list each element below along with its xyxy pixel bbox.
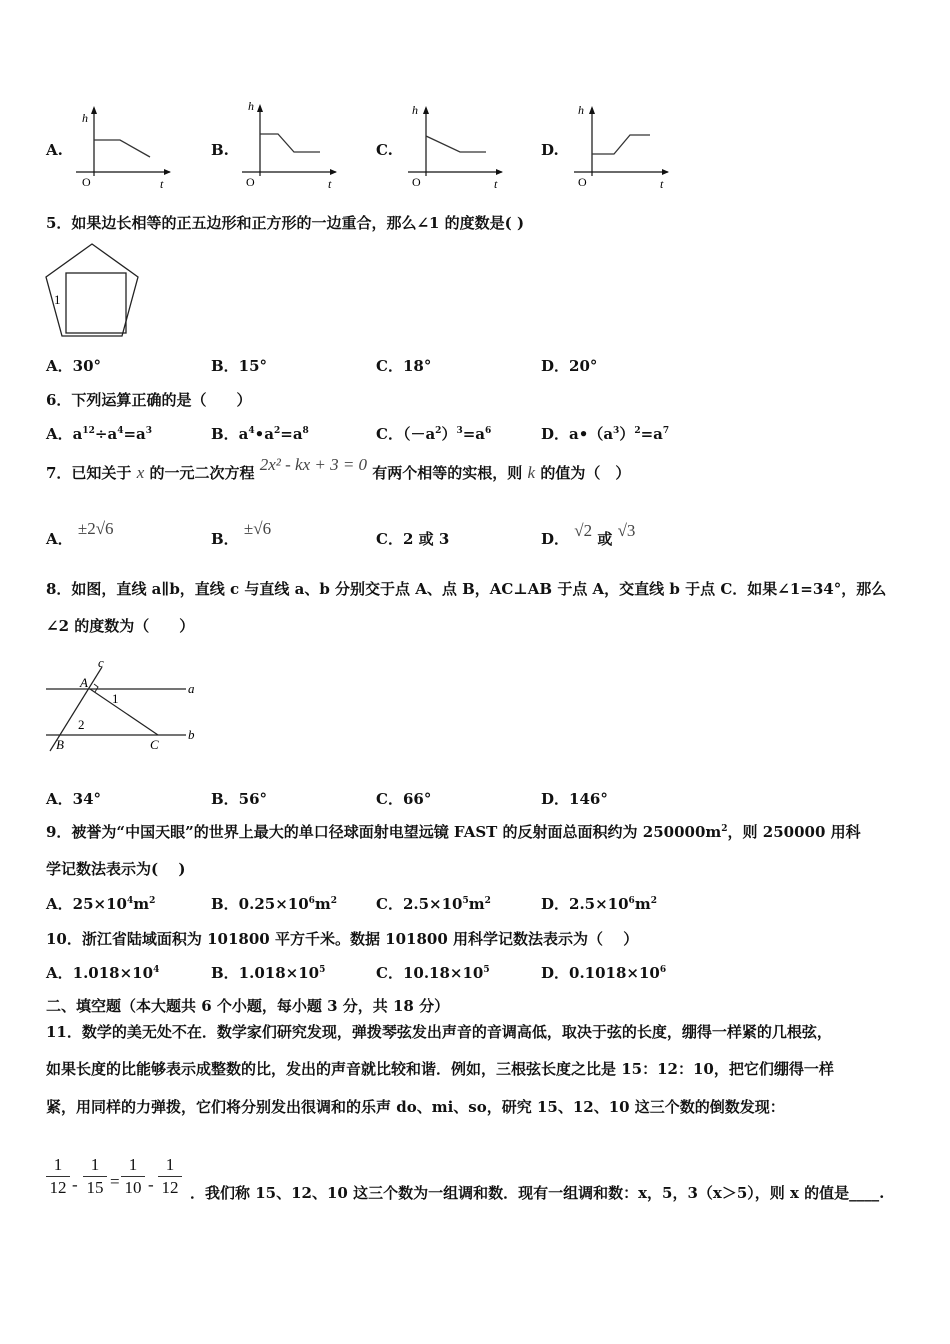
section2-title: 二、填空题（本大题共 6 个小题，每小题 3 分，共 18 分） bbox=[46, 997, 450, 1015]
q4-option-c-label[interactable]: C. bbox=[376, 141, 393, 159]
q5-figure-angle-label: 1 bbox=[54, 292, 61, 307]
q4-graph-a bbox=[70, 100, 180, 199]
q11-fraction-1: 1 12 bbox=[46, 1155, 70, 1198]
q5-figure bbox=[40, 240, 150, 349]
q5-option-a[interactable]: A．30° bbox=[46, 357, 102, 375]
q5-text: 5．如果边长相等的正五边形和正方形的一边重合，那么∠1 的度数是( ) bbox=[46, 214, 525, 232]
q7-option-b[interactable]: B． ±√6 bbox=[211, 519, 272, 548]
q10-text: 10．浙江省陆域面积为 101800 平方千米。数据 101800 用科学记数法表示为（ ） bbox=[46, 930, 639, 948]
q11-fraction-3: 1 10 bbox=[121, 1155, 145, 1198]
q11-line1: 11．数学的美无处不在．数学家们研究发现，弹拨琴弦发出声音的音调高低，取决于弦的长度，绷得一样紧的几根弦， bbox=[46, 1023, 832, 1041]
q10-option-b[interactable]: B．$1.018\times 10^5$ bbox=[211, 964, 326, 982]
q11-line2: 如果长度的比能够表示成整数的比，发出的声音就比较和谐．例如，三根弦长度之比是 15：12：10，把它们绷得一样 bbox=[46, 1060, 834, 1078]
q6-text: 6．下列运算正确的是（ ） bbox=[46, 391, 252, 409]
q7-text: 7．已知关于 x 的一元二次方程 2x² - kx + 3 = 0 有两个相等的实根，则 k 的值为（ ） bbox=[46, 455, 631, 482]
q8-option-b[interactable]: B．56° bbox=[211, 790, 268, 808]
svg-text:a: a bbox=[188, 681, 195, 696]
q8-option-a[interactable]: A．34° bbox=[46, 790, 102, 808]
q4-d-axis-t: t bbox=[660, 177, 664, 191]
svg-text:b: b bbox=[188, 727, 195, 742]
q7-equation: 2x² - kx + 3 = 0 bbox=[259, 455, 368, 474]
svg-text:1: 1 bbox=[112, 691, 119, 706]
q5-option-b[interactable]: B．15° bbox=[211, 357, 268, 375]
q4-b-origin: O bbox=[246, 175, 255, 189]
q8-line2: ∠2 的度数为（ ） bbox=[46, 617, 195, 635]
q4-graph-d bbox=[568, 100, 678, 199]
q8-line1: 8．如图，直线 a∥b，直线 c 与直线 a、b 分别交于点 A、点 B，AC⊥AB 于点 A，交直线 b 于点 C．如果∠1=34°，那么 bbox=[46, 580, 887, 598]
q4-c-axis-t: t bbox=[494, 177, 498, 191]
q9-option-c[interactable]: C．$2.5\times 10^5m^2$ bbox=[376, 895, 491, 913]
q4-c-axis-h: h bbox=[412, 103, 418, 117]
q6-option-b[interactable]: B．$a^4•a^2=a^8$ bbox=[211, 425, 309, 443]
q4-b-axis-h: h bbox=[248, 99, 254, 113]
q4-a-axis-t: t bbox=[160, 177, 164, 191]
q9-option-b[interactable]: B．$0.25\times 10^6m^2$ bbox=[211, 895, 338, 913]
q4-a-origin: O bbox=[82, 175, 91, 189]
q10-option-c[interactable]: C．$10.18\times 10^5$ bbox=[376, 964, 490, 982]
q4-graph-c bbox=[402, 100, 512, 199]
q4-graph-b bbox=[236, 98, 346, 197]
q6-option-c[interactable]: C．$(-a^2)^3=a^6$ bbox=[376, 425, 492, 443]
q4-options bbox=[0, 0, 950, 200]
q7-option-a[interactable]: A． ±2√6 bbox=[46, 519, 114, 548]
q6-option-d[interactable]: D．$a•(a^3)^2=a^7$ bbox=[541, 425, 670, 443]
q7-var-x: x bbox=[136, 463, 145, 482]
q9-line1: 9．被誉为“中国天眼”的世界上最大的单口径球面射电望远镜 FAST 的反射面总面积约为 $250000m^2$，则 250000 用科 bbox=[46, 823, 861, 841]
q9-option-d[interactable]: D．$2.5\times 10^6m^2$ bbox=[541, 895, 657, 913]
q4-d-axis-h: h bbox=[578, 103, 584, 117]
q9-option-a[interactable]: A．$25\times 10^4m^2$ bbox=[46, 895, 156, 913]
q8-option-d[interactable]: D．146° bbox=[541, 790, 608, 808]
q7-option-c[interactable]: C．2 或 3 bbox=[376, 530, 450, 548]
svg-text:A: A bbox=[80, 675, 88, 690]
q7-var-k: k bbox=[527, 463, 536, 482]
q7-option-d[interactable]: D． √2 或 √3 bbox=[541, 521, 636, 548]
q11-minus-1: - bbox=[72, 1175, 78, 1194]
q10-option-a[interactable]: A．$1.018\times 10^4$ bbox=[46, 964, 160, 982]
svg-text:c: c bbox=[98, 655, 104, 670]
q8-option-c[interactable]: C．66° bbox=[376, 790, 432, 808]
svg-text:C: C bbox=[150, 737, 159, 752]
svg-text:B: B bbox=[56, 737, 64, 752]
q4-a-axis-h: h bbox=[82, 111, 88, 125]
q4-d-origin: O bbox=[578, 175, 587, 189]
q4-option-b-label[interactable]: B. bbox=[211, 141, 229, 159]
svg-text:2: 2 bbox=[78, 717, 85, 732]
q4-c-origin: O bbox=[412, 175, 421, 189]
q6-option-a[interactable]: A．$a^{12}\div a^4=a^3$ bbox=[46, 425, 153, 443]
q10-option-d[interactable]: D．$0.1018\times 10^6$ bbox=[541, 964, 667, 982]
q4-option-d-label[interactable]: D. bbox=[541, 141, 559, 159]
q4-option-a-label[interactable]: A. bbox=[46, 141, 63, 159]
q11-line4: ．我们称 15、12、10 这三个数为一组调和数．现有一组调和数：x，5，3（x＞5），则 x 的值是____. bbox=[190, 1184, 885, 1202]
q11-line3: 紧，用同样的力弹拨，它们将分别发出很调和的乐声 do、mi、so，研究 15、12、10 这三个数的倒数发现： bbox=[46, 1098, 785, 1116]
q5-option-d[interactable]: D．20° bbox=[541, 357, 598, 375]
q11-equals: = bbox=[110, 1172, 120, 1191]
q9-line2: 学记数法表示为( ) bbox=[46, 860, 186, 878]
q11-minus-2: - bbox=[148, 1175, 154, 1194]
q5-option-c[interactable]: C．18° bbox=[376, 357, 432, 375]
q4-b-axis-t: t bbox=[328, 177, 332, 191]
q8-figure bbox=[40, 655, 220, 759]
q11-fraction-2: 1 15 bbox=[83, 1155, 107, 1198]
q11-fraction-4: 1 12 bbox=[158, 1155, 182, 1198]
